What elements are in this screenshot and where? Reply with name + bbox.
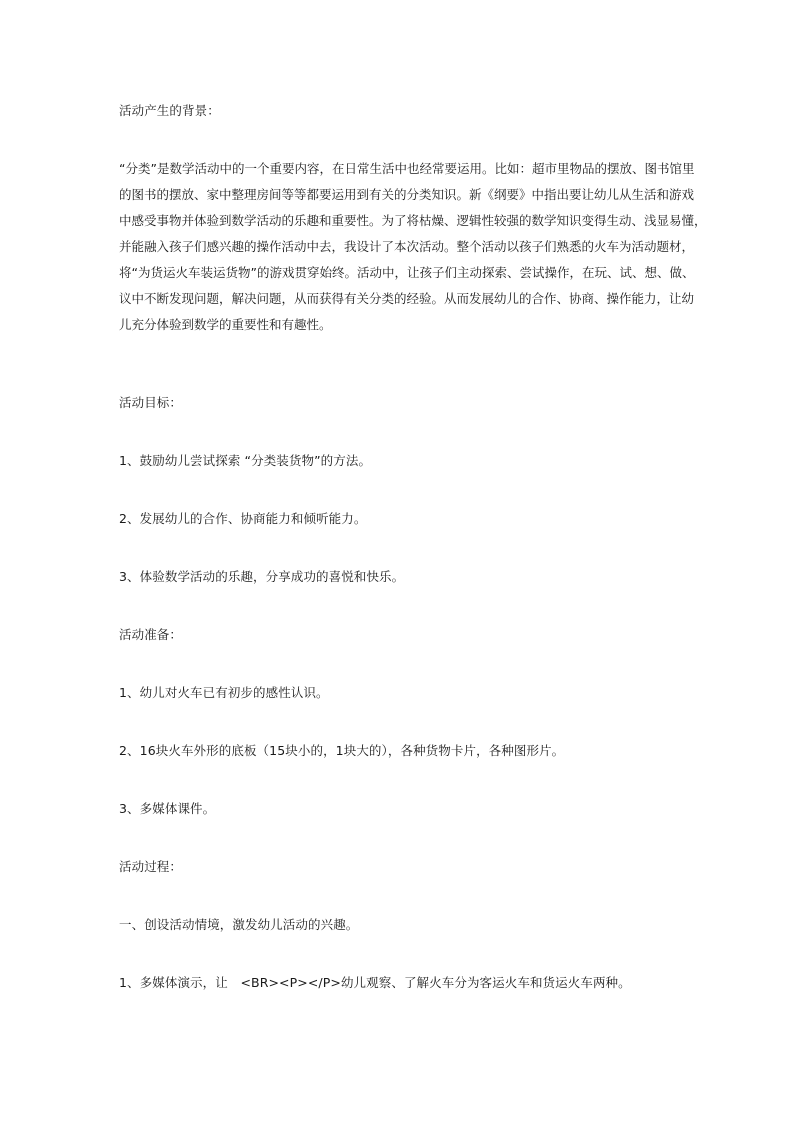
background-line: 中感受事物并体验到数学活动的乐趣和重要性。为了将枯燥、逻辑性较强的数学知识变得生动、浅显易懂， bbox=[119, 213, 707, 228]
background-line: 议中不断发现问题，解决问题，从而获得有关分类的经验。从而发展幼儿的合作、协商、操作能力，让幼 bbox=[119, 291, 695, 306]
background-line: “分类”是数学活动中的一个重要内容，在日常生活中也经常要运用。比如：超市里物品的摆放、图书馆里 bbox=[119, 161, 695, 176]
background-heading: 活动产生的背景： bbox=[119, 103, 220, 118]
process-heading: 活动过程： bbox=[119, 859, 183, 874]
prep-item-1: 1、幼儿对火车已有初步的感性认识。 bbox=[119, 685, 329, 700]
background-line: 儿充分体验到数学的重要性和有趣性。 bbox=[119, 317, 332, 332]
goal-item-3: 3、体验数学活动的乐趣，分享成功的喜悦和快乐。 bbox=[119, 569, 405, 584]
background-line: 的图书的摆放、家中整理房间等等都要运用到有关的分类知识。新《纲要》中指出要让幼儿从生活和游戏 bbox=[119, 187, 695, 202]
prep-item-3: 3、多媒体课件。 bbox=[119, 801, 216, 816]
prep-item-2: 2、16块火车外形的底板（15块小的，1块大的），各种货物卡片，各种图形片。 bbox=[119, 743, 565, 758]
goal-item-1: 1、鼓励幼儿尝试探索 “分类装货物”的方法。 bbox=[119, 453, 372, 468]
background-line: 将“为货运火车装运货物”的游戏贯穿始终。活动中，让孩子们主动探索、尝试操作，在玩、试、想、做、 bbox=[119, 265, 695, 280]
prep-heading: 活动准备： bbox=[119, 627, 183, 642]
background-line: 并能融入孩子们感兴趣的操作活动中去，我设计了本次活动。整个活动以孩子们熟悉的火车为活动题材， bbox=[119, 239, 695, 254]
background-paragraph bbox=[119, 159, 707, 341]
goal-item-2: 2、发展幼儿的合作、协商能力和倾听能力。 bbox=[119, 511, 367, 526]
process-step-1: 一、创设活动情境，激发幼儿活动的兴趣。 bbox=[119, 917, 359, 932]
goals-heading: 活动目标： bbox=[119, 395, 183, 410]
process-item-1: 1、多媒体演示，让 <BR><P></P>幼儿观察、了解火车分为客运火车和货运火车两种。 bbox=[119, 975, 631, 990]
